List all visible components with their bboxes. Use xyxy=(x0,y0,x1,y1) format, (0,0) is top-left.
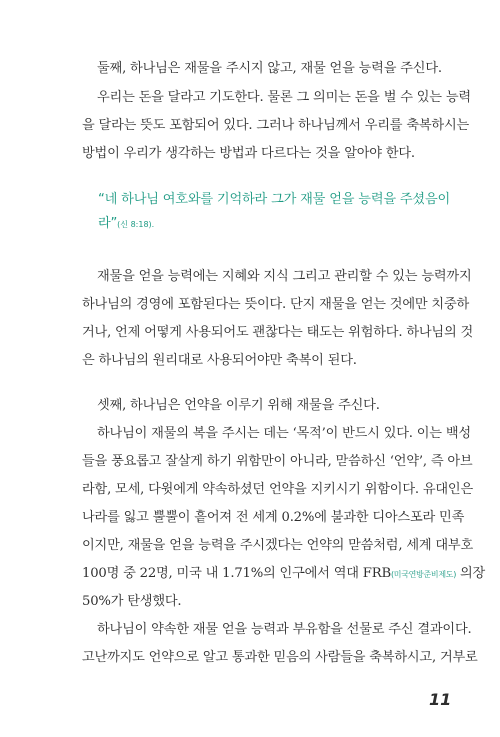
paragraph-line: 거나, 언제 어떻게 사용되어도 괜찮다는 태도는 위험하다. 하나님의 것 xyxy=(82,325,474,340)
paragraph-line xyxy=(82,565,485,584)
paragraph-line: 셋째, 하나님은 언약을 이루기 위해 재물을 주신다. xyxy=(97,398,380,413)
paragraph-line: 나라를 잃고 뿔뿔이 흩어져 전 세계 0.2%에 불과한 디아스포라 민족 xyxy=(82,510,465,525)
paragraph-line: 방법이 우리가 생각하는 방법과 다르다는 것을 알아야 한다. xyxy=(82,146,415,161)
page-number: 11 xyxy=(429,690,452,709)
footnote-annotation: (미국연방준비제도) xyxy=(390,570,457,579)
paragraph-line: 은 하나님의 원리대로 사용되어야만 축복이 된다. xyxy=(82,353,357,368)
paragraph-line: 라함, 모세, 다윗에게 약속하셨던 언약을 지키시기 위함이다. 유대인은 xyxy=(82,482,474,497)
bible-citation: (신 8:18). xyxy=(117,220,155,229)
paragraph-text: 100명 중 22명, 미국 내 1.71%의 인구에서 역대 FRB xyxy=(82,566,391,581)
bible-quote-text: 라” xyxy=(98,216,118,231)
paragraph-line: 둘째, 하나님은 재물을 주시지 않고, 재물 얻을 능력을 주신다. xyxy=(97,61,442,76)
paragraph-line: 이지만, 재물을 얻을 능력을 주시겠다는 언약의 맏씀처럼, 세계 대부호 xyxy=(82,538,474,553)
paragraph-line: 들을 풍요롭고 잘살게 하기 위함만이 아니라, 맏씀하신 ‘언약’, 즉 아브 xyxy=(82,454,473,469)
paragraph-line: 우리는 돈을 달라고 기도한다. 물론 그 의미는 돈을 벌 수 있는 능력 xyxy=(97,90,471,105)
paragraph-text: 의장 xyxy=(456,566,486,581)
paragraph-line: 50%가 탄생했다. xyxy=(82,594,182,609)
bible-quote-line xyxy=(98,215,154,234)
bible-quote-line: “네 하나님 여호와를 기억하라 그가 재물 얻을 능력을 주셨음이 xyxy=(98,192,451,207)
paragraph-line: 하나님이 약속한 재물 얻을 능력과 부유함을 선물로 주신 결과이다. xyxy=(97,622,472,637)
paragraph-line: 을 달라는 뜻도 포함되어 있다. 그러나 하나님께서 우리를 축복하시는 xyxy=(82,118,470,133)
paragraph-line: 재물을 얻을 능력에는 지혜와 지식 그리고 관리할 수 있는 능력까지 xyxy=(97,269,472,284)
paragraph-line: 고난까지도 언약으로 알고 통과한 믿음의 사람들을 축복하시고, 거부로 xyxy=(82,650,478,665)
paragraph-line: 하나님의 경영에 포함된다는 뜻이다. 단지 재물을 얻는 것에만 치중하 xyxy=(82,297,470,312)
paragraph-line: 하나님이 재물의 복을 주시는 데는 ‘목적’이 반드시 있다. 이는 백성 xyxy=(97,426,471,441)
